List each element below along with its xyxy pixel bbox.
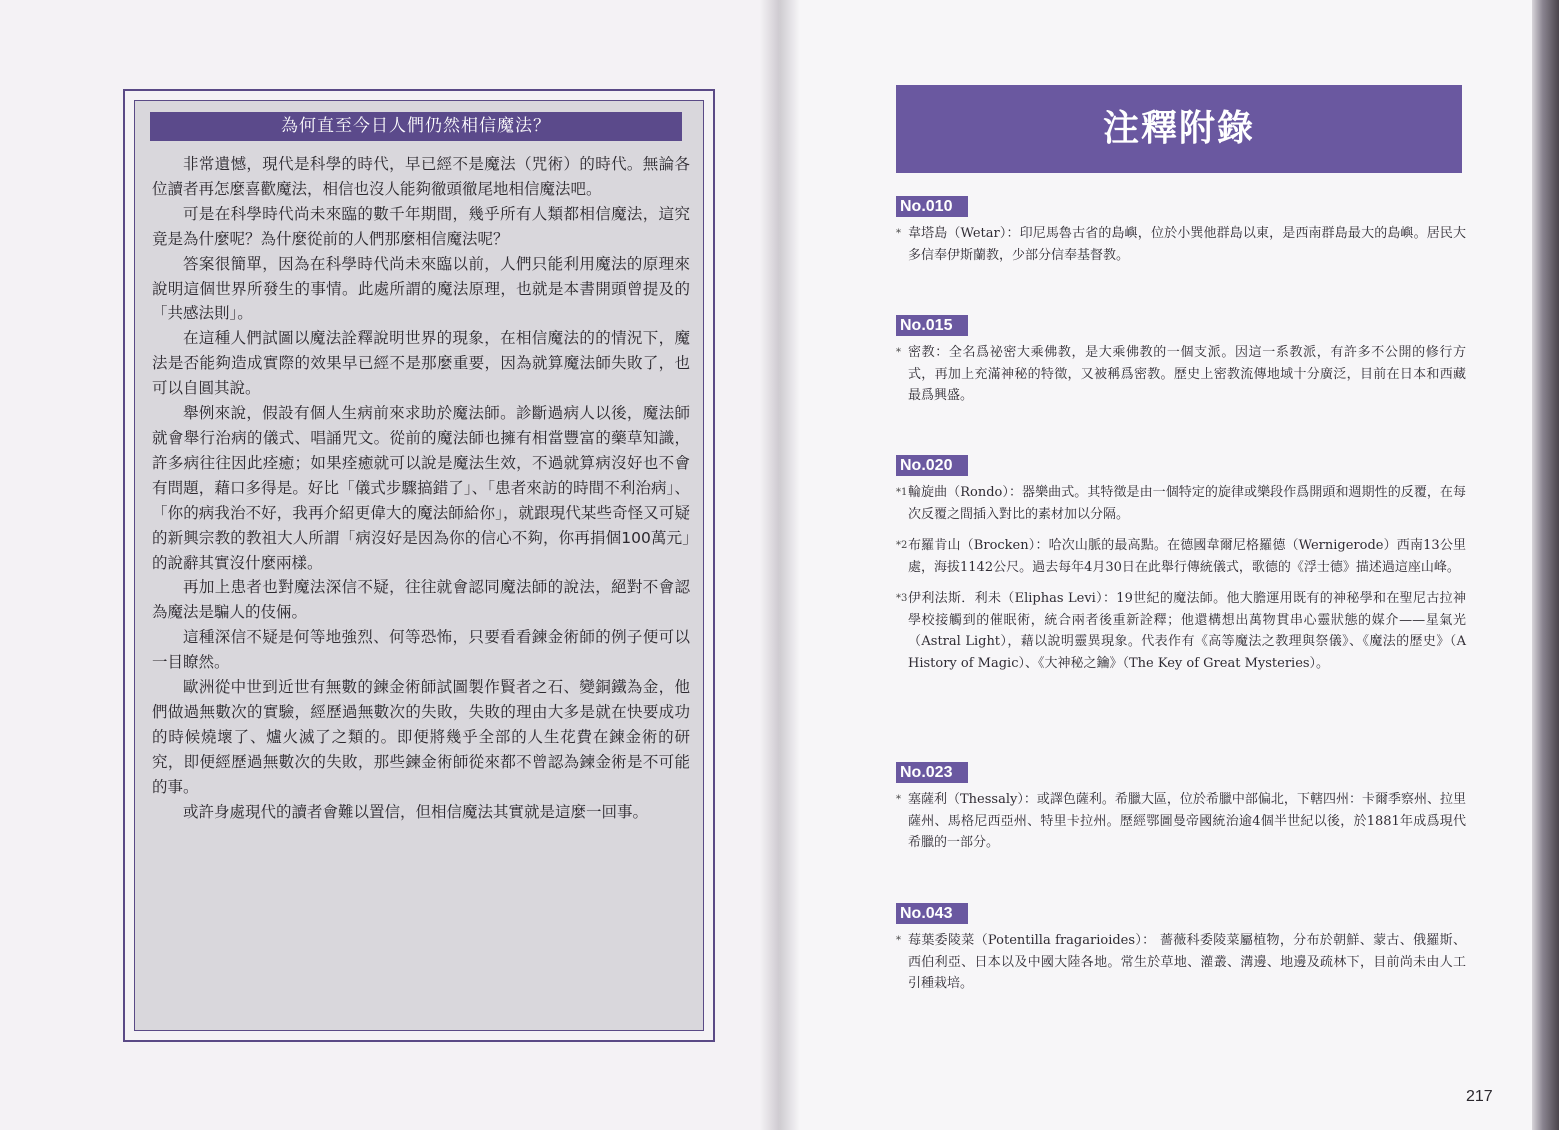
footnote-mark: *3 [896, 593, 908, 604]
note-item [896, 535, 1466, 578]
appendix-header: 注釋附錄 [896, 85, 1462, 173]
note-number-label: No.020 [896, 455, 968, 476]
paragraph: 可是在科學時代尚未來臨的數千年期間，幾乎所有人類都相信魔法，這究竟是為什麼呢？為什麼從前的人們那麼相信魔法呢？ [152, 204, 690, 248]
note-number-label: No.023 [896, 762, 968, 783]
note-number-label: No.015 [896, 315, 968, 336]
paragraph: 歐洲從中世到近世有無數的鍊金術師試圖製作賢者之石、變銅鐵為金，他們做過無數次的實驗，經歷過無數次的失敗，失敗的理由大多是就在快要成功的時候燒壞了、爐火滅了之類的。即便將幾乎全部的人生花費在鍊金術的研究，即便經歷過無數次的失敗，那些鍊金術師從來都不曾認為鍊金術是不可能的事。 [152, 678, 690, 796]
note-text: 密教：全名爲祕密大乘佛教，是大乘佛教的一個支派。因這一系教派，有許多不公開的修行方式，再加上充滿神秘的特徵，又被稱爲密教。歷史上密教流傳地域十分廣泛，目前在日本和西藏最爲興盛。 [908, 345, 1466, 403]
footnote-mark: * [896, 935, 901, 946]
paragraph: 舉例來說，假設有個人生病前來求助於魔法師。診斷過病人以後，魔法師就會舉行治病的儀式、唱誦咒文。從前的魔法師也擁有相當豐富的藥草知識，許多病往往因此痊癒；如果痊癒就可以說是魔法生效，不過就算病沒好也不會有問題，藉口多得是。好比「儀式步驟搞錯了」、「患者來訪的時間不利治病」、「你的病我治不好，我再介紹更偉大的魔法師給你」，就跟現代某些奇怪又可疑的新興宗教的教祖大人所謂「病沒好是因為你的信心不夠，你再捐個100萬元」的說辭其實沒什麼兩樣。 [152, 404, 690, 572]
note-text: 韋塔島（Wetar）：印尼馬魯古省的島嶼，位於小巽他群島以東，是西南群島最大的島嶼。居民大多信奉伊斯蘭教，少部分信奉基督教。 [908, 226, 1466, 263]
paragraph: 在這種人們試圖以魔法詮釋說明世界的現象，在相信魔法的的情況下，魔法是否能夠造成實際的效果早已經不是那麼重要，因為就算魔法師失敗了，也可以自圓其說。 [152, 329, 690, 398]
paragraph: 答案很簡單，因為在科學時代尚未來臨以前，人們只能利用魔法的原理來說明這個世界所發生的事情。此處所謂的魔法原理，也就是本書開頭曾提及的「共感法則」。 [152, 254, 690, 323]
sidebar-box-title: 為何直至今日人們仍然相信魔法？ [150, 112, 682, 141]
note-text: 伊利法斯．利未（Eliphas Levi）：19世紀的魔法師。他大膽運用既有的神秘學和在聖尼古拉神學校接觸到的催眠術，統合兩者後重新詮釋；他還構想出萬物貫串心靈狀態的媒介——星氣光（Astral Light），藉以說明靈異現象。代表作有《高等魔法之教理與祭儀》、《魔法的歷史》（A History of Magic）、《大神秘之鑰》（The Key of Great Mysteries）。 [908, 591, 1466, 671]
note-text: 布羅肯山（Brocken）：哈次山脈的最高點。在德國韋爾尼格羅德（Wernigerode）西南13公里處，海拔1142公尺。過去每年4月30日在此舉行傳統儀式，歌德的《浮士德》描述過這座山峰。 [908, 538, 1466, 575]
note-section-no020 [896, 455, 1466, 674]
note-section-no015 [896, 315, 1466, 407]
book-gutter [760, 0, 800, 1130]
page-number: 217 [1466, 1088, 1493, 1105]
note-item [896, 588, 1466, 674]
note-item [896, 342, 1466, 407]
paragraph: 非常遺憾，現代是科學的時代，早已經不是魔法（咒術）的時代。無論各位讀者再怎麼喜歡魔法，相信也沒人能夠徹頭徹尾地相信魔法吧。 [152, 155, 690, 198]
note-number-label: No.043 [896, 903, 968, 924]
footnote-mark: * [896, 228, 901, 239]
note-number-label: No.010 [896, 196, 968, 217]
note-text: 莓葉委陵菜（Potentilla fragarioides）： 薔薇科委陵菜屬植物，分布於朝鮮、蒙古、俄羅斯、西伯利亞、日本以及中國大陸各地。常生於草地、灌叢、溝邊、地邊及疏林下，目前尚未由人工引種栽培。 [908, 933, 1466, 991]
footnote-mark: * [896, 794, 901, 805]
note-text: 輪旋曲（Rondo）：器樂曲式。其特徵是由一個特定的旋律或樂段作爲開頭和週期性的反覆，在每次反覆之間插入對比的素材加以分隔。 [908, 485, 1466, 522]
note-section-no023 [896, 762, 1466, 854]
note-text: 塞薩利（Thessaly）：或譯色薩利。希臘大區，位於希臘中部偏北，下轄四州：卡爾季察州、拉里薩州、馬格尼西亞州、特里卡拉州。歷經鄂圖曼帝國統治逾4個半世紀以後，於1881年成爲現代希臘的一部分。 [908, 792, 1466, 850]
paragraph: 再加上患者也對魔法深信不疑，往往就會認同魔法師的說法，絕對不會認為魔法是騙人的伎倆。 [152, 578, 690, 622]
paragraph: 或許身處現代的讀者會難以置信，但相信魔法其實就是這麼一回事。 [183, 802, 649, 821]
note-section-no043 [896, 903, 1466, 995]
sidebar-body-text [152, 152, 690, 824]
footnote-mark: * [896, 347, 901, 358]
paragraph: 這種深信不疑是何等地強烈、何等恐怖，只要看看鍊金術師的例子便可以一目瞭然。 [152, 628, 690, 672]
page-edge [1532, 0, 1559, 1130]
note-section-no010 [896, 196, 1466, 266]
footnote-mark: *2 [896, 540, 908, 551]
note-item [896, 482, 1466, 525]
note-item [896, 789, 1466, 854]
footnote-mark: *1 [896, 487, 908, 498]
note-item [896, 223, 1466, 266]
note-item [896, 930, 1466, 995]
